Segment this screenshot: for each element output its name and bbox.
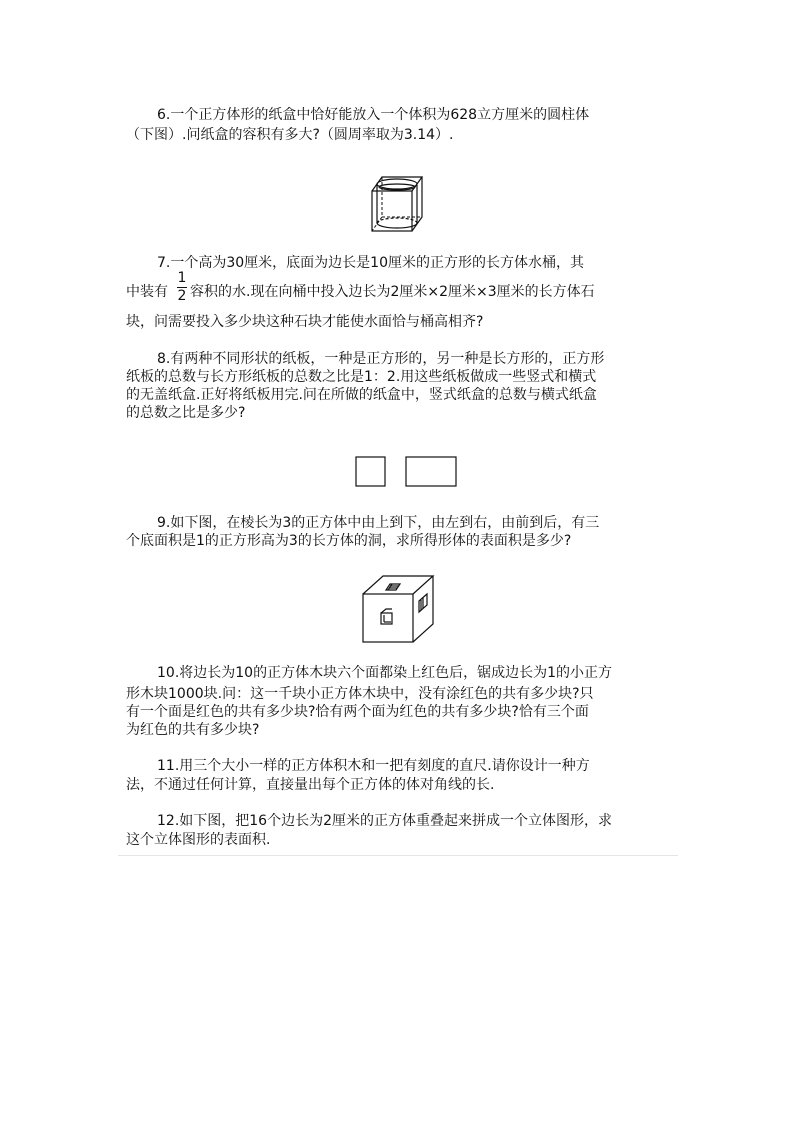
p6-line2: （下图）.问纸盒的容积有多大?（圆周率取为3.14）. bbox=[126, 127, 454, 143]
square-cardboard bbox=[356, 457, 385, 486]
bottom-divider bbox=[118, 855, 678, 856]
p10-line2: 形木块1000块.问：这一千块小正方体木块中，没有涂红色的共有多少块?只 bbox=[126, 686, 594, 702]
p7-line2-b: 容积的水.现在向桶中投入边长为2厘米×2厘米×3厘米的长方体石 bbox=[190, 284, 595, 300]
p10-line1: 10.将边长为10的正方体木块六个面都染上红色后，锯成边长为1的小正方 bbox=[157, 665, 612, 681]
p7-fraction-numerator: 1 bbox=[177, 270, 187, 286]
p12-line1: 12.如下图，把16个边长为2厘米的正方体重叠起来拼成一个立体图形，求 bbox=[157, 813, 612, 829]
p7-line2-a: 中装有 bbox=[126, 284, 168, 300]
p8-line4: 的总数之比是多少? bbox=[126, 405, 246, 421]
p6-line1: 6.一个正方体形的纸盒中恰好能放入一个体积为628立方厘米的圆柱体 bbox=[157, 107, 590, 123]
p7-line1: 7.一个高为30厘米，底面为边长是10厘米的正方形的长方体水桶，其 bbox=[157, 255, 584, 271]
p9-line1: 9.如下图，在棱长为3的正方体中由上到下，由左到右，由前到后，有三 bbox=[157, 515, 600, 531]
p7-fraction-denominator: 2 bbox=[177, 288, 187, 304]
cube-with-square-holes-figure bbox=[360, 574, 436, 644]
p10-line4: 为红色的共有多少块? bbox=[126, 722, 260, 738]
p11-line2: 法，不通过任何计算，直接量出每个正方体的体对角线的长. bbox=[126, 777, 495, 793]
p8-line2: 纸板的总数与长方形纸板的总数之比是1：2.用这些纸板做成一些竖式和横式 bbox=[126, 369, 597, 385]
cube-with-cylinder-figure bbox=[366, 173, 428, 233]
p7-line3: 块，问需要投入多少块这种石块才能使水面恰与桶高相齐? bbox=[126, 314, 484, 330]
p8-line1: 8.有两种不同形状的纸板，一种是正方形的，另一种是长方形的，正方形 bbox=[157, 351, 605, 367]
p12-line2: 这个立体图形的表面积. bbox=[126, 832, 271, 848]
rectangle-cardboard bbox=[406, 457, 456, 486]
square-and-rectangle-cardboards bbox=[354, 455, 460, 489]
p9-line2: 个底面积是1的正方形高为3的长方体的洞，求所得形体的表面积是多少? bbox=[126, 533, 572, 549]
p8-line3: 的无盖纸盒.正好将纸板用完.问在所做的纸盒中，竖式纸盒的总数与横式纸盒 bbox=[126, 387, 597, 403]
p10-line3: 有一个面是红色的共有多少块?恰有两个面为红色的共有多少块?恰有三个面 bbox=[126, 704, 589, 720]
p11-line1: 11.用三个大小一样的正方体积木和一把有刻度的直尺.请你设计一种方 bbox=[157, 758, 590, 774]
